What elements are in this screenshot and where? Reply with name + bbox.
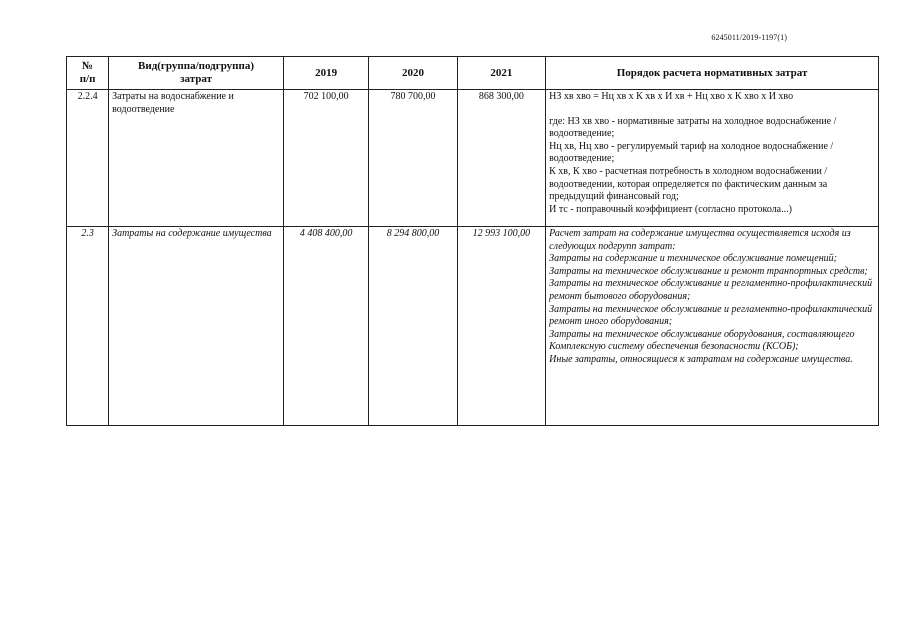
calc-line: Затраты на техническое обслуживание и регламентно-профилактический ремонт бытового оборудования; xyxy=(549,278,873,302)
header-type-bottom: затрат xyxy=(180,73,212,85)
row-type: Затраты на содержание имущества xyxy=(109,227,284,426)
amount-2021: 868 300,00 xyxy=(457,90,545,227)
amount-2019: 4 408 400,00 xyxy=(283,227,368,426)
table-header xyxy=(67,57,879,90)
calc-description xyxy=(546,90,879,227)
amount-2020: 780 700,00 xyxy=(369,90,457,227)
cost-table xyxy=(66,56,879,426)
header-2020: 2020 xyxy=(369,57,457,90)
header-num-top: № xyxy=(82,60,94,72)
calc-line: Затраты на техническое обслуживание оборудования, составляющего Комплексную систему обеспечения безопасности (КСОБ); xyxy=(549,328,855,353)
header-num-bottom: п/п xyxy=(79,73,96,85)
document-number: 6245011/2019-1197(1) xyxy=(711,33,787,42)
calc-line: Затраты на содержание и техническое обслуживание помещений; xyxy=(549,253,838,265)
calc-line: И тс - поправочный коэффициент (согласно протокола...) xyxy=(549,203,792,215)
calc-line: Иные затраты, относящиеся к затратам на содержание имущества. xyxy=(549,353,853,365)
row-number: 2.2.4 xyxy=(67,90,109,227)
calc-formula: НЗ хв хво = Нц хв х К хв х И хв + Нц хво х К хво х И хво xyxy=(549,91,794,102)
calc-line: Расчет затрат на содержание имущества осуществляется исходя из следующих подгрупп затрат: xyxy=(549,228,851,252)
calc-description xyxy=(546,227,879,426)
amount-2019: 702 100,00 xyxy=(283,90,368,227)
header-num xyxy=(67,57,109,90)
header-2021: 2021 xyxy=(457,57,545,90)
row-number: 2.3 xyxy=(67,227,109,426)
header-calc: Порядок расчета нормативных затрат xyxy=(546,57,879,90)
amount-2020: 8 294 800,00 xyxy=(369,227,457,426)
calc-line: Нц хв, Нц хво - регулируемый тариф на холодное водоснабжение / водоотведение; xyxy=(549,140,834,165)
calc-line: К хв, К хво - расчетная потребность в холодном водоснабжении / водоотведении, которая определяется по фактическим данным за предыдущий финансовый год; xyxy=(549,165,828,203)
calc-line: Затраты на техническое обслуживание и регламентно-профилактический ремонт иного оборудования; xyxy=(549,303,873,328)
header-2019: 2019 xyxy=(283,57,368,90)
calc-line: где: НЗ хв хво - нормативные затраты на холодное водоснабжение /водоотведение; xyxy=(549,115,837,140)
table-row xyxy=(67,90,879,227)
table-row xyxy=(67,227,879,426)
amount-2021: 12 993 100,00 xyxy=(457,227,545,426)
header-type-top: Вид(группа/подгруппа) xyxy=(138,60,255,72)
row-type: Затраты на водоснабжение и водоотведение xyxy=(109,90,284,227)
header-type xyxy=(109,57,284,90)
calc-line: Затраты на техническое обслуживание и ремонт транпортных средств; xyxy=(549,265,868,277)
